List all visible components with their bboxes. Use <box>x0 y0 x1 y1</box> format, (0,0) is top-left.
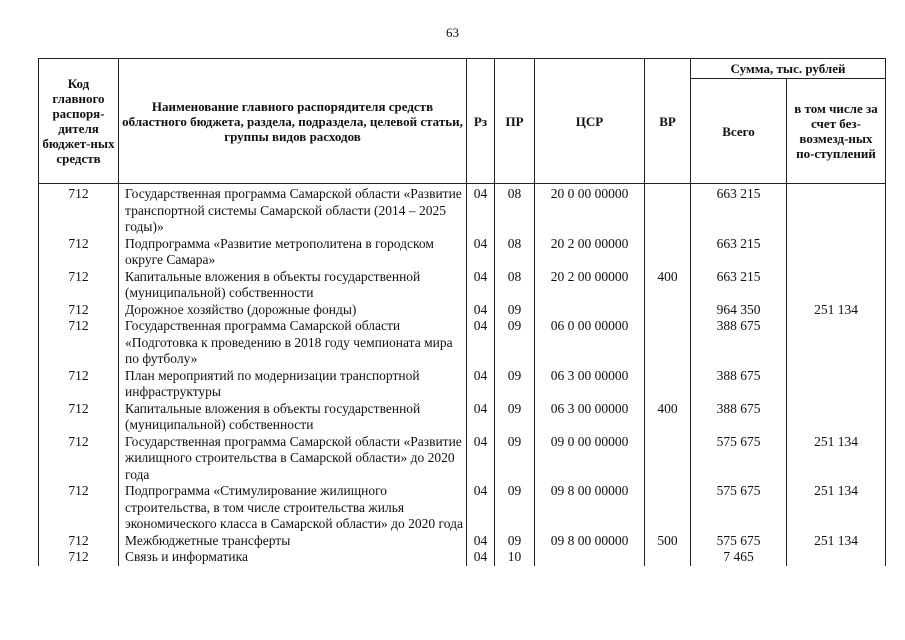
cell-code: 712 <box>39 434 119 484</box>
cell-name: Подпрограмма «Стимулирование жилищного строительства, в том числе строительства жилья экономического класса в Самарской области» до 2020 года <box>119 483 467 533</box>
cell-total: 388 675 <box>691 368 787 401</box>
cell-code: 712 <box>39 368 119 401</box>
cell-rz: 04 <box>467 368 495 401</box>
cell-csr: 20 2 00 00000 <box>535 269 645 302</box>
cell-csr: 06 3 00 00000 <box>535 401 645 434</box>
cell-code: 712 <box>39 533 119 550</box>
cell-rz: 04 <box>467 401 495 434</box>
cell-rz: 04 <box>467 318 495 368</box>
cell-pr: 09 <box>495 318 535 368</box>
table-row <box>39 269 886 302</box>
cell-total: 388 675 <box>691 401 787 434</box>
cell-code: 712 <box>39 302 119 319</box>
cell-vr: 400 <box>645 401 691 434</box>
table-row <box>39 318 886 368</box>
cell-vr <box>645 302 691 319</box>
cell-csr: 06 0 00 00000 <box>535 318 645 368</box>
cell-code: 712 <box>39 483 119 533</box>
table-row <box>39 483 886 533</box>
cell-vr <box>645 434 691 484</box>
cell-free <box>787 184 886 236</box>
table-row <box>39 401 886 434</box>
cell-code: 712 <box>39 318 119 368</box>
cell-csr: 20 2 00 00000 <box>535 236 645 269</box>
cell-vr: 500 <box>645 533 691 550</box>
header-vr: ВР <box>645 59 691 184</box>
cell-free <box>787 269 886 302</box>
cell-total: 7 465 <box>691 549 787 566</box>
cell-csr: 09 0 00 00000 <box>535 434 645 484</box>
cell-total: 575 675 <box>691 483 787 533</box>
cell-pr: 08 <box>495 236 535 269</box>
cell-total: 663 215 <box>691 236 787 269</box>
cell-name: Межбюджетные трансферты <box>119 533 467 550</box>
header-total: Всего <box>691 79 787 184</box>
cell-csr: 09 8 00 00000 <box>535 483 645 533</box>
cell-name: Государственная программа Самарской области «Подготовка к проведению в 2018 году чемпионата мира по футболу» <box>119 318 467 368</box>
cell-total: 663 215 <box>691 184 787 236</box>
cell-vr <box>645 549 691 566</box>
header-free: в том числе за счет без-возмезд-ных по-ступлений <box>787 79 886 184</box>
cell-csr: 09 8 00 00000 <box>535 533 645 550</box>
cell-name: Государственная программа Самарской области «Развитие жилищного строительства в Самарской области» до 2020 года <box>119 434 467 484</box>
cell-free: 251 134 <box>787 533 886 550</box>
header-csr: ЦСР <box>535 59 645 184</box>
budget-table <box>38 58 886 566</box>
cell-rz: 04 <box>467 533 495 550</box>
cell-free: 251 134 <box>787 483 886 533</box>
cell-pr: 09 <box>495 401 535 434</box>
header-code: Код главного распоря-дителя бюджет-ных средств <box>39 59 119 184</box>
cell-pr: 09 <box>495 368 535 401</box>
cell-pr: 10 <box>495 549 535 566</box>
cell-free <box>787 236 886 269</box>
header-sum: Сумма, тыс. рублей <box>691 59 886 79</box>
cell-pr: 09 <box>495 434 535 484</box>
cell-total: 575 675 <box>691 434 787 484</box>
cell-csr <box>535 302 645 319</box>
cell-rz: 04 <box>467 434 495 484</box>
cell-name: Подпрограмма «Развитие метрополитена в городском округе Самара» <box>119 236 467 269</box>
cell-csr: 06 3 00 00000 <box>535 368 645 401</box>
cell-csr: 20 0 00 00000 <box>535 184 645 236</box>
cell-code: 712 <box>39 269 119 302</box>
cell-vr <box>645 368 691 401</box>
cell-name: Капитальные вложения в объекты государственной (муниципальной) собственности <box>119 269 467 302</box>
cell-vr: 400 <box>645 269 691 302</box>
header-rz: Рз <box>467 59 495 184</box>
cell-free <box>787 318 886 368</box>
cell-pr: 09 <box>495 302 535 319</box>
table-row <box>39 434 886 484</box>
table-row <box>39 302 886 319</box>
cell-pr: 09 <box>495 483 535 533</box>
cell-name: План мероприятий по модернизации транспортной инфраструктуры <box>119 368 467 401</box>
cell-rz: 04 <box>467 236 495 269</box>
cell-vr <box>645 318 691 368</box>
cell-code: 712 <box>39 549 119 566</box>
cell-rz: 04 <box>467 184 495 236</box>
cell-free <box>787 368 886 401</box>
cell-code: 712 <box>39 236 119 269</box>
cell-pr: 08 <box>495 184 535 236</box>
table-row <box>39 368 886 401</box>
cell-rz: 04 <box>467 302 495 319</box>
cell-vr <box>645 236 691 269</box>
table-header <box>39 59 886 184</box>
cell-name: Связь и информатика <box>119 549 467 566</box>
cell-rz: 04 <box>467 269 495 302</box>
table-body <box>39 184 886 566</box>
cell-code: 712 <box>39 184 119 236</box>
table-row <box>39 549 886 566</box>
header-name: Наименование главного распорядителя средств областного бюджета, раздела, подраздела, целевой статьи, группы видов расходов <box>119 59 467 184</box>
cell-total: 388 675 <box>691 318 787 368</box>
cell-free <box>787 401 886 434</box>
cell-free <box>787 549 886 566</box>
cell-name: Капитальные вложения в объекты государственной (муниципальной) собственности <box>119 401 467 434</box>
cell-vr <box>645 483 691 533</box>
cell-pr: 08 <box>495 269 535 302</box>
cell-total: 575 675 <box>691 533 787 550</box>
header-pr: ПР <box>495 59 535 184</box>
cell-code: 712 <box>39 401 119 434</box>
cell-csr <box>535 549 645 566</box>
table-row <box>39 533 886 550</box>
table-row <box>39 184 886 236</box>
cell-pr: 09 <box>495 533 535 550</box>
table-row <box>39 236 886 269</box>
cell-total: 663 215 <box>691 269 787 302</box>
page-number: 63 <box>446 25 459 40</box>
cell-vr <box>645 184 691 236</box>
cell-total: 964 350 <box>691 302 787 319</box>
cell-rz: 04 <box>467 549 495 566</box>
cell-free: 251 134 <box>787 302 886 319</box>
cell-name: Государственная программа Самарской области «Развитие транспортной системы Самарской области (2014 – 2025 годы)» <box>119 184 467 236</box>
cell-free: 251 134 <box>787 434 886 484</box>
cell-name: Дорожное хозяйство (дорожные фонды) <box>119 302 467 319</box>
cell-rz: 04 <box>467 483 495 533</box>
